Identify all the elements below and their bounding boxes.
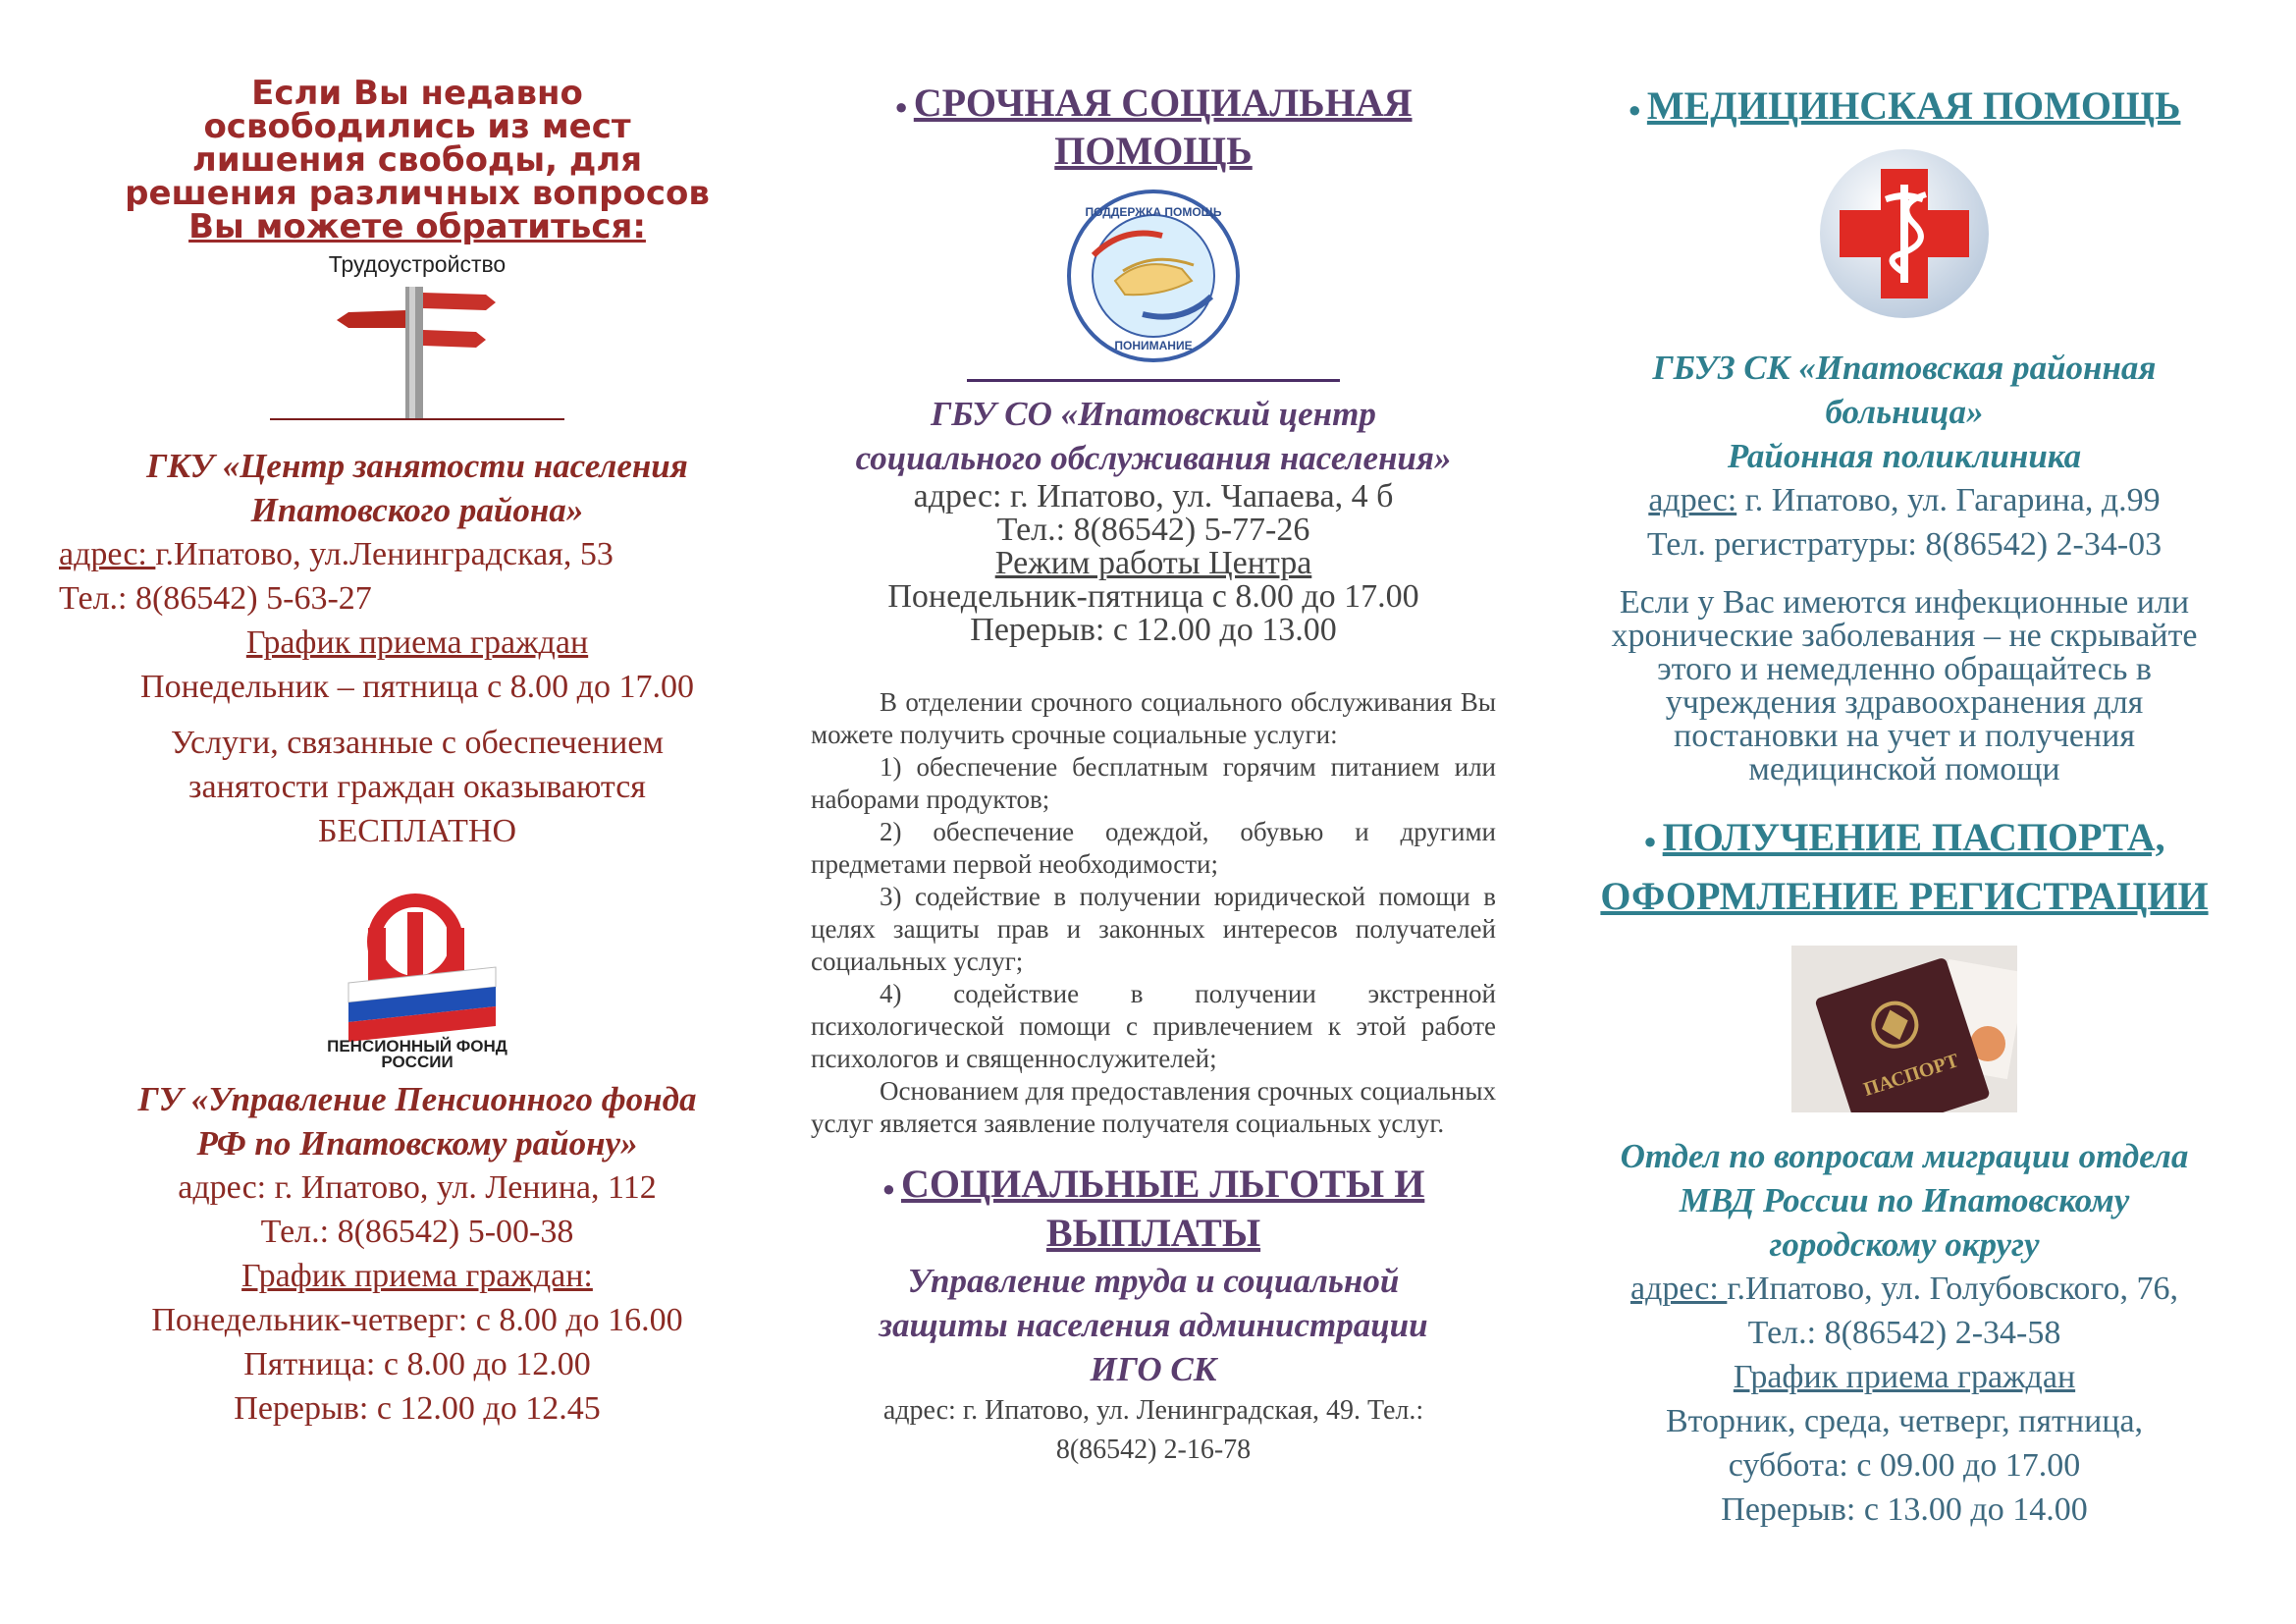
column-medical-passport bbox=[1541, 0, 2268, 1624]
org-name-line: защиты населения администрации bbox=[879, 1305, 1428, 1344]
sign-caption: Трудоустройство bbox=[328, 251, 507, 277]
org-name-line: ГБУ СО «Ипатовский центр bbox=[931, 395, 1376, 434]
pfr-caption-2: РОССИИ bbox=[381, 1053, 454, 1069]
passport-text: ПАСПОРТ bbox=[1860, 1049, 1962, 1101]
social-center-name bbox=[805, 392, 1502, 480]
bullet-icon: ● bbox=[881, 1175, 895, 1201]
labor-department-address bbox=[805, 1391, 1502, 1470]
org-name-line: ГУ «Управление Пенсионного фонда bbox=[137, 1080, 697, 1118]
org-name-line: городскому округу bbox=[1769, 1224, 2040, 1264]
labor-department-name bbox=[805, 1259, 1502, 1391]
support-help-logo bbox=[1064, 187, 1243, 365]
pfr-caption-1: ПЕНСИОННЫЙ ФОНД bbox=[327, 1037, 507, 1056]
heading-line: СРОЧНАЯ СОЦИАЛЬНАЯ bbox=[913, 81, 1413, 125]
paragraph: 2) обеспечение одеждой, обувью и другими предметами первой необходимости; bbox=[811, 817, 1496, 880]
employment-schedule-title: График приема граждан bbox=[245, 624, 589, 661]
address-value: г.Ипатово, ул.Ленинградская, 53 bbox=[155, 536, 614, 572]
social-center-address: адрес: г. Ипатово, ул. Чапаева, 4 б bbox=[913, 478, 1394, 515]
section-heading-medical bbox=[1541, 81, 2268, 135]
address-label: адрес: bbox=[1648, 481, 1737, 518]
section-heading-urgent-help bbox=[805, 81, 1502, 173]
address-label: адрес: bbox=[59, 536, 156, 572]
paragraph: В отделении срочного социального обслуживания Вы можете получить срочные социальные услуги: bbox=[811, 687, 1496, 750]
section-heading-benefits bbox=[805, 1162, 1502, 1254]
address-value: г.Ипатово, ул. Голубовского, 76, bbox=[1727, 1270, 2179, 1307]
pension-schedule-title: График приема граждан: bbox=[241, 1258, 593, 1294]
org-name-line: Районная поликлиника bbox=[1727, 436, 2082, 475]
signpost-illustration bbox=[299, 251, 535, 418]
intro-heading bbox=[59, 74, 775, 246]
pension-address: адрес: г. Ипатово, ул. Ленина, 112 bbox=[178, 1169, 657, 1206]
address-label: адрес: bbox=[1629, 1270, 1728, 1307]
intro-line: решения различных вопросов bbox=[125, 174, 710, 213]
org-name-line: Отдел по вопросам миграции отдела bbox=[1620, 1136, 2189, 1175]
hospital-address bbox=[1541, 478, 2268, 522]
intro-line: Вы можете обратиться: bbox=[188, 207, 646, 246]
warning-line: хронические заболевания – не скрывайте bbox=[1611, 617, 2198, 654]
org-name-line: ГБУЗ СК «Ипатовская районная bbox=[1652, 348, 2157, 387]
note-line: БЕСПЛАТНО bbox=[317, 813, 517, 849]
employment-phone: Тел.: 8(86542) 5-63-27 bbox=[59, 580, 372, 617]
migration-address bbox=[1541, 1267, 2268, 1311]
column-employment-pension bbox=[59, 0, 775, 1624]
note-line: Услуги, связанные с обеспечением bbox=[171, 725, 664, 761]
medical-cross-icon bbox=[1816, 145, 1993, 322]
warning-line: постановки на учет и получения bbox=[1674, 717, 2135, 754]
pension-schedule: Перерыв: с 12.00 до 12.45 bbox=[234, 1390, 601, 1427]
migration-office-name bbox=[1541, 1134, 2268, 1267]
passport-icon bbox=[1791, 946, 2017, 1112]
medical-logo bbox=[1816, 145, 1993, 322]
warning-line: медицинской помощи bbox=[1748, 750, 2060, 787]
paragraph: 3) содействие в получении юридической помощи в целях защиты прав и законных интересов получателей социальных услуг; bbox=[811, 882, 1496, 977]
org-name-line: социального обслуживания населения» bbox=[855, 439, 1452, 478]
pension-fund-icon bbox=[299, 893, 535, 1069]
social-center-phone: Тел.: 8(86542) 5-77-26 bbox=[996, 512, 1310, 549]
migration-schedule: Перерыв: с 13.00 до 14.00 bbox=[1721, 1490, 2088, 1528]
heading-line: ОФОРМЛЕНИЕ РЕГИСТРАЦИИ bbox=[1600, 873, 2209, 918]
passport-illustration bbox=[1791, 946, 2017, 1112]
divider bbox=[967, 379, 1340, 382]
pension-schedule: Пятница: с 8.00 до 12.00 bbox=[243, 1346, 591, 1382]
migration-phone: Тел.: 8(86542) 2-34-58 bbox=[1747, 1314, 2061, 1351]
bullet-icon: ● bbox=[894, 94, 908, 120]
intro-line: Если Вы недавно bbox=[251, 74, 583, 113]
org-name-line: больница» bbox=[1825, 392, 1984, 431]
employment-address bbox=[59, 532, 775, 576]
employment-schedule: Понедельник – пятница с 8.00 до 17.00 bbox=[140, 669, 694, 705]
migration-schedule: Вторник, среда, четверг, пятница, bbox=[1665, 1402, 2144, 1439]
warning-line: Если у Вас имеются инфекционные или bbox=[1619, 583, 2190, 621]
warning-line: учреждения здравоохранения для bbox=[1665, 683, 2144, 721]
medical-warning-text bbox=[1541, 583, 2268, 787]
hospital-phone: Тел. регистратуры: 8(86542) 2-34-03 bbox=[1646, 525, 2163, 563]
bullet-icon: ● bbox=[1628, 96, 1641, 122]
free-services-note bbox=[59, 721, 775, 853]
urgent-services-text bbox=[805, 686, 1502, 1140]
pension-phone: Тел.: 8(86542) 5-00-38 bbox=[260, 1214, 574, 1250]
heading-line: ВЫПЛАТЫ bbox=[1045, 1210, 1261, 1255]
logo-bottom-text: ПОНИМАНИЕ bbox=[1114, 339, 1193, 353]
bullet-icon: ● bbox=[1643, 828, 1657, 853]
migration-schedule: суббота: с 09.00 до 17.00 bbox=[1728, 1446, 2081, 1484]
address-line: 8(86542) 2-16-78 bbox=[1055, 1434, 1252, 1465]
address-line: адрес: г. Ипатово, ул. Ленинградская, 49. Тел.: bbox=[882, 1394, 1424, 1426]
warning-line: этого и немедленно обращайтесь в bbox=[1657, 650, 2152, 687]
org-name-line: РФ по Ипатовскому району» bbox=[196, 1124, 638, 1163]
employment-center-name bbox=[59, 444, 775, 532]
paragraph: Основанием для предоставления срочных социальных услуг является заявление получателя социальных услуг. bbox=[811, 1076, 1496, 1139]
org-name-line: ИГО СК bbox=[1090, 1349, 1217, 1388]
heading-line: СОЦИАЛЬНЫЕ ЛЬГОТЫ И bbox=[900, 1162, 1425, 1207]
org-name-line: МВД России по Ипатовскому bbox=[1679, 1180, 2130, 1219]
social-center-mode: Перерыв: с 12.00 до 13.00 bbox=[970, 612, 1337, 649]
migration-schedule-title: График приема граждан bbox=[1733, 1358, 2076, 1395]
pension-fund-name bbox=[59, 1077, 775, 1165]
org-name-line: Управление труда и социальной bbox=[907, 1261, 1400, 1300]
intro-line: лишения свободы, для bbox=[191, 140, 643, 180]
logo-top-text: ПОДДЕРЖКА ПОМОЩЬ bbox=[1085, 205, 1222, 220]
intro-line: освободились из мест bbox=[203, 107, 631, 146]
column-social-help bbox=[805, 0, 1502, 1624]
pension-fund-logo bbox=[299, 893, 535, 1069]
helping-hands-icon bbox=[1064, 187, 1243, 365]
paragraph: 1) обеспечение бесплатным горячим питанием или наборами продуктов; bbox=[811, 752, 1496, 815]
org-name-line: Ипатовского района» bbox=[250, 491, 584, 529]
heading-line: МЕДИЦИНСКАЯ ПОМОЩЬ bbox=[1646, 83, 2181, 128]
social-center-mode: Понедельник-пятница с 8.00 до 17.00 bbox=[887, 578, 1419, 616]
note-line: занятости граждан оказываются bbox=[188, 769, 646, 805]
paragraph: 4) содействие в получении экстренной психологической помощи с привлечением к этой работе психологов и священнослужителей; bbox=[811, 979, 1496, 1074]
hospital-name bbox=[1541, 346, 2268, 478]
divider bbox=[270, 418, 564, 420]
heading-line: ПОЛУЧЕНИЕ ПАСПОРТА, bbox=[1662, 814, 2165, 859]
pension-schedule: Понедельник-четверг: с 8.00 до 16.00 bbox=[151, 1302, 683, 1338]
section-heading-passport bbox=[1541, 812, 2268, 922]
address-value: г. Ипатово, ул. Гагарина, д.99 bbox=[1736, 481, 2161, 518]
social-center-mode-title: Режим работы Центра bbox=[994, 545, 1312, 582]
org-name-line: ГКУ «Центр занятости населения bbox=[146, 447, 688, 485]
heading-line: ПОМОЩЬ bbox=[1054, 129, 1253, 174]
